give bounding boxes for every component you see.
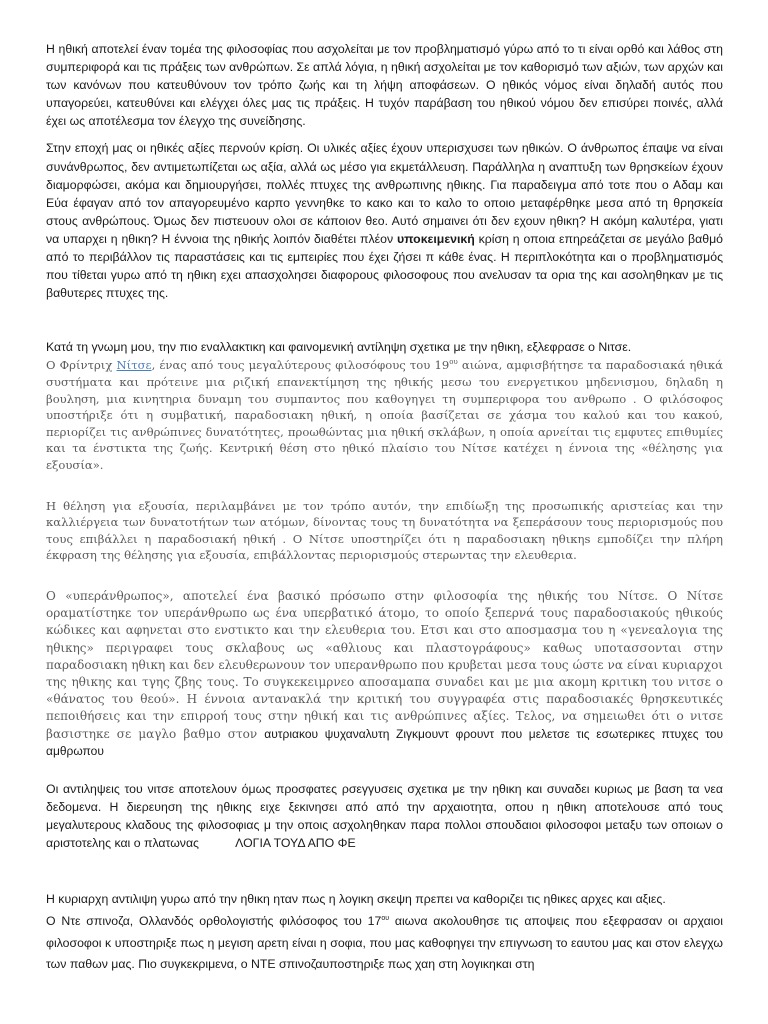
- paragraph-reason-dominant: [46, 890, 723, 908]
- paragraph-ubermensch: [46, 588, 723, 760]
- paragraph-nietzsche-intro: [46, 338, 723, 356]
- paragraph-text: Κατά τη γνωμη μου, την πιο εναλλακτικη και φαινομενική αντίληψη σχετικα με την ηθικη, εξλεφρασε ο Νιτσε.: [46, 340, 632, 355]
- bold-term: υποκειμενική: [396, 231, 475, 246]
- nietzsche-link[interactable]: Νίτσε: [116, 358, 152, 373]
- paragraph-text: Η κυριαρχη αντιλιψη γυρω από την ηθικη ηταν πως η λογικη σκεψη πρεπει να καθοριζει τις ηθικες αρχες και αξιες.: [46, 892, 666, 907]
- paragraph-text: Ο «υπεράνθρωπος», αποτελεί ένα βασικό πρόσωπο στην φιλοσοφία της ηθικής του Νίτσε. Ο Νίτσε οραματίστηκε τον υπεράνθρωπο ως ένα υπερβατικό άτομο, το οποίο ξεπερνά τους παραδοσιακούς ηθικούς κώδικες και αφηνεται στο ενστικτο και την ελευθερια του. Ετσι και στο αποσμασμα του η «γενεαλογια της ηθικης» περιγραφει τους σκλαβους ως «αθλιους και πλαστογράφους» καθως υποτασσονται στην παραδοσιακη ηθικη και δεν ελευθερωνουν τον υπερανθρωπο που κρυβεται μεσα τους ώστε να είναι κυριαρχοι της ηθικης και τγης ζβης τους. Το συγκεκειμρνεο αποσαμαπα συναδει και με μια ακομη κριτικη του νιτσε ο «θάνατος του θεού». Η έννοια αντανακλά την κριτική του συγγραφέα στις παραδοσιακές θρησκευτικές πεποιθήσεις και την επιρροή τους στην ηθική και τις ανθρώπινες αξίες. Τελος, να σημειωθει ότι ο νιτσε βασιστηκε σε μαγλο βαθμο στον: [46, 588, 723, 741]
- note-text: ΛΟΓΙΑ ΤΟΥΔ ΑΠΟ ΦΕ: [235, 836, 356, 851]
- paragraph-modern-crisis: [46, 139, 723, 302]
- paragraph-spinoza: [46, 911, 723, 976]
- paragraph-text: Στην εποχή μας οι ηθικές αξίες περνούν κρίση. Οι υλικές αξίες έχουν υπερισχυσει των ηθικών. Ο άνθρωπος έπαψε να είναι συνάνθρωπος, δεν αντιμετωπίζεται ως αξία, αλλά ως μέσο για εκμετάλλευση. Παράλληλα η αναπτυξη των θρησκείων έχουν διαμορφώσει, ακόμα και δημιουργήσει, πολλές πτυχες της ανθρωπινης ηθικης. Για παραδειγμα από τοτε που ο Αδαμ και Εύα έφαγαν από τον απαγορευμένο καρπο γεννηθκε το κακο και το καλο το οποιο μεταφέρθηκε μεσα από τη θρησκεία στους ανθρώπους. Όμως δεν πιστευουν ολοι σε κάποιον θεο. Αυτό σημαινει ότι δεν εχουν ηθικη? Η ακόμη καλυτέρα, γιατι να υπαρχει η ηθικη? Η έννοια της ηθικής λοιπόν διαθέτει πλέον: [46, 141, 723, 246]
- paragraph-text: αιώνα, αμφισβήτησε τα παραδοσιακά ηθικά συστήματα και πρότεινε μια ριζική επανεκτίμηση της ηθικής μεσω του ενεργετικου μηδενισμου, δηλαδη η βουληση, μια κινητηρια δυναμη του συμπαντος που καθογηγει τη συμπεριφορα του ανθρωπο . Ο φιλόσοφος υποστήριξε ότι η συμβατική, παραδοσιακη ηθική, η οποία βασίζεται σε χάσμα του καλού και του κακού, περιορίζει τις ανθρώπινες δυνατότητες, προωθώντας μια ηθική σκλάβων, η οποία αρνείται τις εμφυτες επιθυμίες και τα ένστικτα της ζωής. Κεντρική θέση στο ηθικό πλαίσιο του Νίτσε κατέχει η έννοια της «θέλησης για εξουσία».: [46, 358, 723, 472]
- paragraph-text: Η θέληση για εξουσία, περιλαμβάνει με τον τρόπο αυτόν, την επιδίωξη της προσωπικής αριστείας και την καλλιέργεια των δυνατοτήτων των ατόμων, δίνοντας τους τη δυνατότητα να ξεπεράσουν τους περιορισμούς που τους επιβάλλει η παραδοσιακή ηθική . Ο Νίτσε υποστηρίζει ότι η παραδοσιακη ηθικηs εμποδίζει την πλήρη έκφραση της θέλησης για εξουσία, επιβάλλοντας περιορισμούς στερωντας την ελευθερια.: [46, 498, 723, 563]
- paragraph-text: Ο Ντε σπινοζα, Ολλανδός ορθολογιστής φιλόσοφος του 17: [46, 914, 382, 929]
- paragraph-ethics-definition: [46, 40, 723, 130]
- paragraph-text: αιωνα ακολουθησε τις αποψεις που εξεφρασαν οι αρχαιοι φιλοσοφοι κ υποστηριξε πως η μεγιση αρετη είναι η σοφια, που μας καθοφηγει την επιγνωση το εαυτου μας και στον ελεγχω των παθων μας. Πιο συγκεκριμενα, ο ΝΤΕ σπινοζαυποστηριξε πως χαη στη λογικηκαι στη: [46, 914, 723, 972]
- document-page: [46, 40, 723, 976]
- paragraph-text: , ένας από τους μεγαλύτερους φιλοσόφους του 19: [151, 358, 450, 373]
- paragraph-text: Η ηθική αποτελεί έναν τομέα της φιλοσοφίας που ασχολείται με τον προβληματισμό γύρω από το τι είναι ορθό και λάθος στη συμπεριφορά και τις πράξεις των ανθρώπων. Σε απλά λόγια, η ηθική ασχολείται με τον καθορισμό των αξιών, των αρχών και των κανόνων που κατευθύνουν τον τρόπο ζωής και τη λήψη αποφάσεων. Ο ηθικός νόμος είναι δηλαδή αυτός που υπαγορεύει, κατευθύνει και ελέγχει όλες μας τις πράξεις. Η τυχόν παράβαση του ηθικού νόμου δεν επισύρει ποινές, αλλά έχει ως αποτέλεσμα τον έλεγχο της συνείδησης.: [46, 42, 723, 129]
- paragraph-text: κρίση η οποια επηρεάζεται σε μεγάλο βαθμό από το περιβάλλον τις παραστάσεις και τις εμπειρίες που έχει ζήσει π κάθε ένας. Η περιπλοκότητα και ο προβληματισμός που τίθεται γυρω από τη ηθικη εχει απασχολησει διαφορους φιλοσοφους που ανελυσαν τα ορια της και ασοληθηκαν με τις βαθυτερες πτυχες της.: [46, 231, 723, 301]
- paragraph-text: Οι αντιληψεις του νιτσε αποτελουν όμως προσφατες ρσεγγυσεις σχετικα με την ηθικη και συναδει κυριως με βαση τα νεα δεδομενα. Η διερευηση της ηθικης ειχε ξεκινησει από από την αρχαιοτητα, οπου η ηθικη αποτελουσε από τους μεγαλυτερους κλαδους της φιλοσοφιας μ την οποις ασχοληθηκαν παρα πολλοι σπουδαιοι φιλοσοφοι μεταξυ των οποιων ο αριστοτελης και ο πλατωνας: [46, 781, 723, 851]
- paragraph-text: Ο Φρίντριχ: [46, 358, 117, 373]
- superscript: ου: [381, 915, 390, 923]
- paragraph-nietzsche-bio: [46, 357, 723, 473]
- superscript: ου: [449, 358, 458, 367]
- paragraph-will-to-power: [46, 498, 723, 564]
- paragraph-ancient-ethics: [46, 780, 723, 852]
- paragraph-text-freud: αυτριακου ψυχαναλυτη Ζιγκμουντ φρουντ που μελετσε τις εσωτερικες πτυχες του αμθρωπου: [46, 726, 724, 758]
